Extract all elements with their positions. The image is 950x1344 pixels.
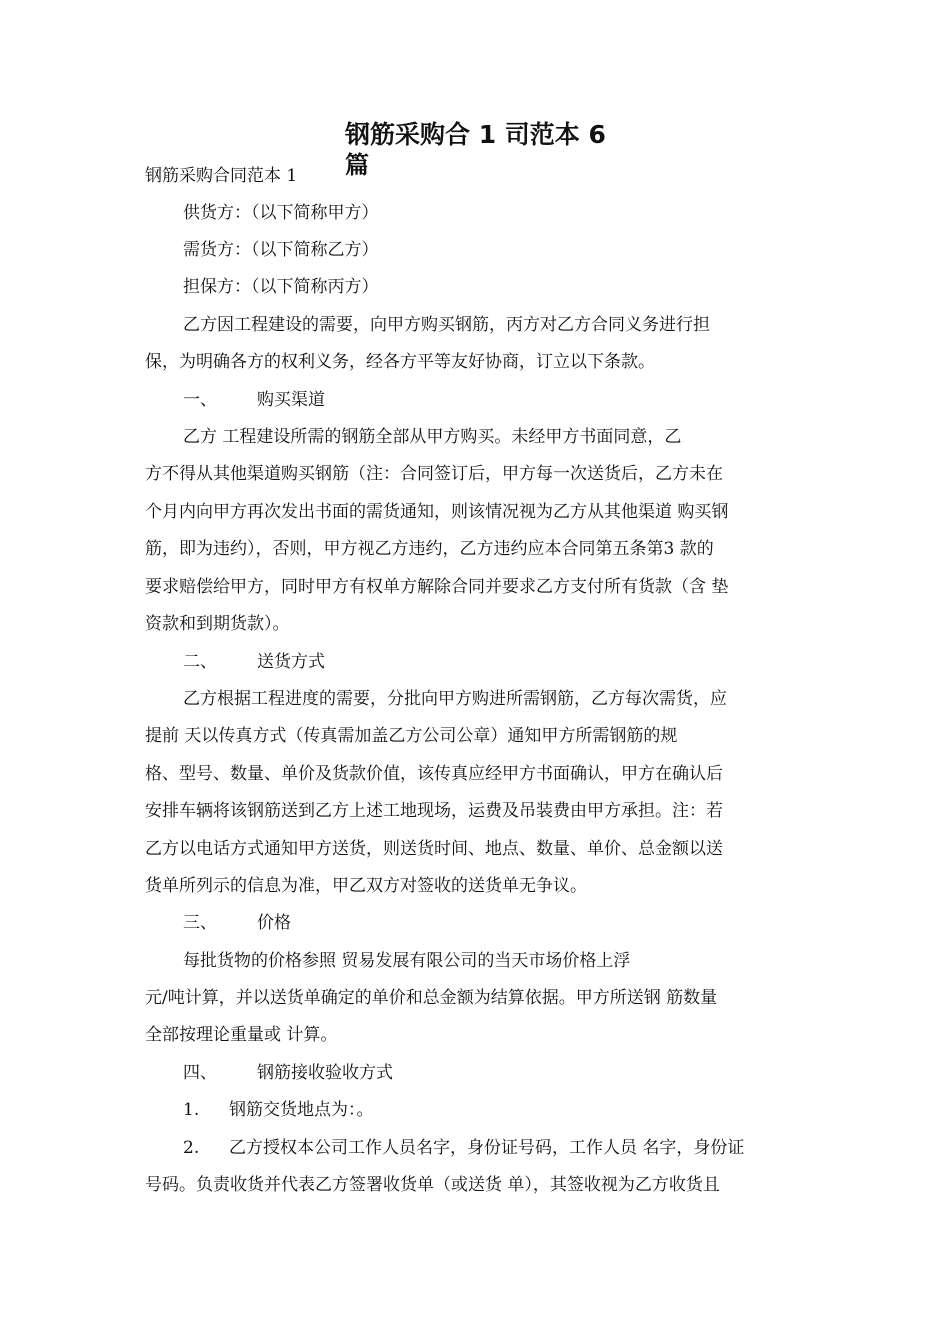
paragraph-line: 安排车辆将该钢筋送到乙方上述工地现场，运费及吊装费由甲方承担。注：若 (145, 801, 723, 821)
paragraph-line: 要求赔偿给甲方，同时甲方有权单方解除合同并要求乙方支付所有货款（含 垫 (145, 577, 729, 597)
paragraph-line: 格、型号、数量、单价及货款价值，该传真应经甲方书面确认，甲方在确认后 (145, 764, 723, 784)
section-title: 价格 (257, 913, 291, 933)
section-title: 送货方式 (257, 652, 325, 672)
section-title: 购买渠道 (257, 390, 325, 410)
list-item-number: 1. (183, 1100, 200, 1120)
paragraph-line: 提前 天以传真方式（传真需加盖乙方公司公章）通知甲方所需钢筋的规 (145, 726, 678, 746)
section-title: 钢筋接收验收方式 (257, 1063, 393, 1083)
paragraph-line: 方不得从其他渠道购买钢筋（注：合同签订后，甲方每一次送货后，乙方未在 (145, 464, 723, 484)
document-title-tail: 篇 (345, 151, 369, 179)
list-item-text: 钢筋交货地点为：。 (229, 1100, 374, 1120)
section-number: 二、 (183, 652, 217, 672)
party-supplier: 供货方：（以下简称甲方） (183, 203, 379, 223)
paragraph-line: 元/吨计算，并以送货单确定的单价和总金额为结算依据。甲方所送钢 筋数量 (145, 988, 718, 1008)
document-subtitle: 钢筋采购合同范本 1 (145, 166, 298, 186)
paragraph-line: 乙方以电话方式通知甲方送货，则送货时间、地点、数量、单价、总金额以送 (145, 839, 723, 859)
section-heading (183, 651, 325, 673)
paragraph-line: 乙方根据工程进度的需要，分批向甲方购进所需钢筋，乙方每次需货，应 (183, 689, 727, 709)
party-guarantor: 担保方：（以下简称丙方） (183, 277, 379, 297)
list-item-text: 乙方授权本公司工作人员名字，身份证号码，工作人员 名字，身份证 (229, 1138, 745, 1158)
paragraph-line: 筋，即为违约），否则，甲方视乙方违约，乙方违约应本合同第五条第3 款的 (145, 539, 714, 559)
intro-line: 乙方因工程建设的需要，向甲方购买钢筋，丙方对乙方合同义务进行担 (183, 315, 710, 335)
paragraph-line: 个月内向甲方再次发出书面的需货通知，则该情况视为乙方从其他渠道 购买钢 (145, 502, 729, 522)
paragraph-line: 每批货物的价格参照 贸易发展有限公司的当天市场价格上浮 (183, 951, 631, 971)
section-number: 三、 (183, 913, 217, 933)
document-title: 钢筋采购合 1 司范本 6 (345, 120, 606, 149)
section-number: 四、 (183, 1063, 217, 1083)
section-heading (183, 389, 325, 411)
paragraph-line: 号码。负责收货并代表乙方签署收货单（或送货 单），其签收视为乙方收货且 (145, 1175, 720, 1195)
paragraph-line: 全部按理论重量或 计算。 (145, 1025, 338, 1045)
list-item (183, 1099, 374, 1121)
party-buyer: 需货方：（以下简称乙方） (183, 240, 379, 260)
paragraph-line: 乙方 工程建设所需的钢筋全部从甲方购买。未经甲方书面同意，乙 (183, 427, 682, 447)
section-number: 一、 (183, 390, 217, 410)
section-heading (183, 1062, 393, 1084)
paragraph-line: 货单所列示的信息为准，甲乙双方对签收的送货单无争议。 (145, 876, 587, 896)
intro-line: 保，为明确各方的权利义务，经各方平等友好协商，订立以下条款。 (145, 352, 655, 372)
list-item-number: 2. (183, 1138, 200, 1158)
section-heading (183, 912, 291, 934)
paragraph-line: 资款和到期货款）。 (145, 614, 290, 634)
list-item (183, 1137, 744, 1159)
